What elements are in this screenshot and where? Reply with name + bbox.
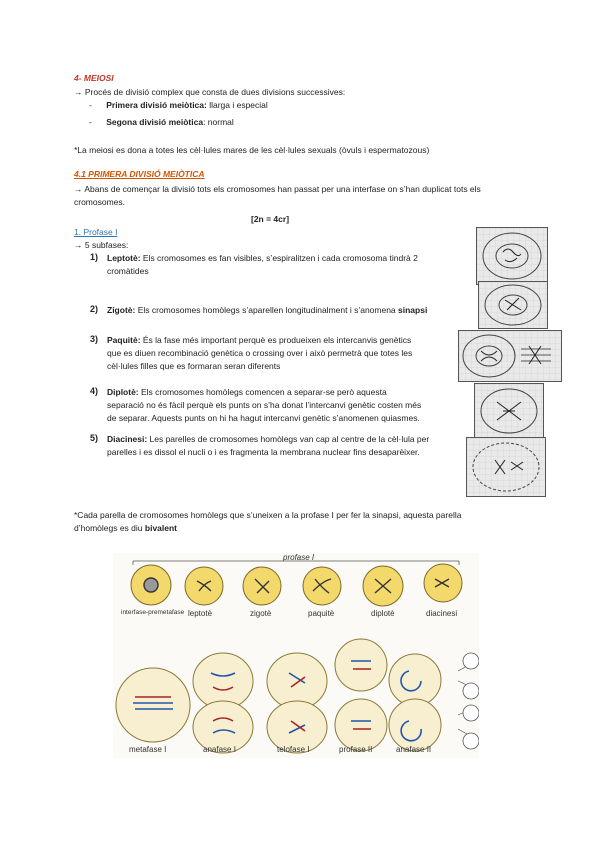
leptote-image [476,227,548,285]
profase-title: 1. Profase I [74,227,118,237]
dash: - [89,117,92,127]
stage-text: separació no és fàcil perquè els punts on s’ha donat l’intercanvi genètic costen més [107,400,422,410]
note-text: d’homòlegs es diu [74,523,145,533]
formula: [2n = 4cr] [251,214,290,224]
stage-zigote [107,304,427,317]
stage-number: 1) [90,252,99,262]
caption-metafase: metafase I [129,745,167,754]
stage-leptote [107,252,418,265]
stage-number: 5) [90,433,99,443]
meiosis-diagram [113,553,479,758]
note-bivalent-1: *Cada parella de cromosomes homòlegs que s’uneixen a la profase I per fer la sinapsi, aquesta parella [74,510,462,520]
division-name: Primera divisió meiòtica: [106,100,207,110]
meiosis-drawing [113,553,479,758]
caption-telofase: telofase I [277,745,310,754]
intro-text: → Procés de divisió complex que consta de dues divisions successives: [74,87,346,97]
division-item-2 [89,116,234,129]
subfases-intro: → 5 subfases: [74,240,129,250]
stage-diacinesi [107,433,429,446]
division-item-1 [89,99,268,112]
stage-name: Diplotè: [107,387,139,397]
stage-text: Els cromosomes homòlegs comencen a separar-se però aquesta [138,387,387,397]
before-text-1: → Abans de començar la divisió tots els cromosomes han passat per una interfase on s’han duplicat tots els [74,184,481,194]
caption-leptote: leptotè [188,609,213,618]
division-name: Segona divisió meiòtica [106,117,204,127]
note-meiosi: *La meiosi es dona a totes les cèl·lules mares de les cèl·lules sexuals (òvuls i espermatozous) [74,145,430,155]
caption-interfase: interfase-premetafase [121,609,185,616]
stage-text: Les parelles de cromosomes homòlegs van cap al centre de la cèl·lula per [147,434,430,444]
subheading: 4.1 PRIMERA DIVISIÓ MEIÒTICA [74,169,205,179]
diacinesi-image [466,437,546,497]
paquite-image [458,330,562,382]
stage-term: sinapsi [398,305,428,315]
stage-text: parelles i es dissol el nucli o i es fragmenta la membrana nuclear fins desaparèixer. [107,447,420,457]
stage-text: Els cromosomes es fan visibles, s’espiralitzen i cada cromosoma tindrà 2 [140,253,418,263]
stage-name: Leptotè: [107,253,141,263]
stage-number: 2) [90,304,99,314]
note-bivalent-2 [74,522,177,535]
bivalent-term: bivalent [144,523,178,533]
stage-name: Zigotè: [107,305,136,315]
division-desc: : normal [203,117,234,127]
diplote-image [474,383,544,439]
caption-zigote: zigotè [250,609,272,618]
stage-text: Els cromosomes homòlegs s’aparellen longitudinalment i s’anomena [135,305,399,315]
stage-name: Paquitè: [107,335,141,345]
stage-text: cromàtides [107,266,149,276]
dash: - [89,100,92,110]
caption-paquite: paquitè [308,609,335,618]
caption-anafase-ii: anafase II [396,745,432,754]
stage-diplote [107,386,387,399]
section-heading: 4- MEIOSI [74,73,114,83]
stage-number: 3) [90,334,99,344]
stage-text: cèl·lules filles que es formaran seran diferents [107,361,281,371]
division-desc: llarga i especial [206,100,268,110]
caption-diplote: diplotè [371,609,395,618]
stage-name: Diacinesi: [107,434,148,444]
caption-diacinesi: diacinesi [426,609,458,618]
stage-text: És la fase més important perquè es produeixen els intercanvis genètics [140,335,412,345]
stage-text: de separar. Aquests punts on hi ha hagut intercanvi genètic s’anomenen quiasmes. [107,413,420,423]
before-text-2: cromosomes. [74,197,126,207]
zigote-image [478,281,548,329]
stage-text: que es diuen recombinació genètica o crossing over i això permetrà que totes les [107,348,413,358]
diagram-top-label: profase I [283,553,315,562]
stage-paquite [107,334,411,347]
caption-profase-ii: profase II [339,745,373,754]
caption-anafase: anafase I [203,745,236,754]
stage-number: 4) [90,386,99,396]
